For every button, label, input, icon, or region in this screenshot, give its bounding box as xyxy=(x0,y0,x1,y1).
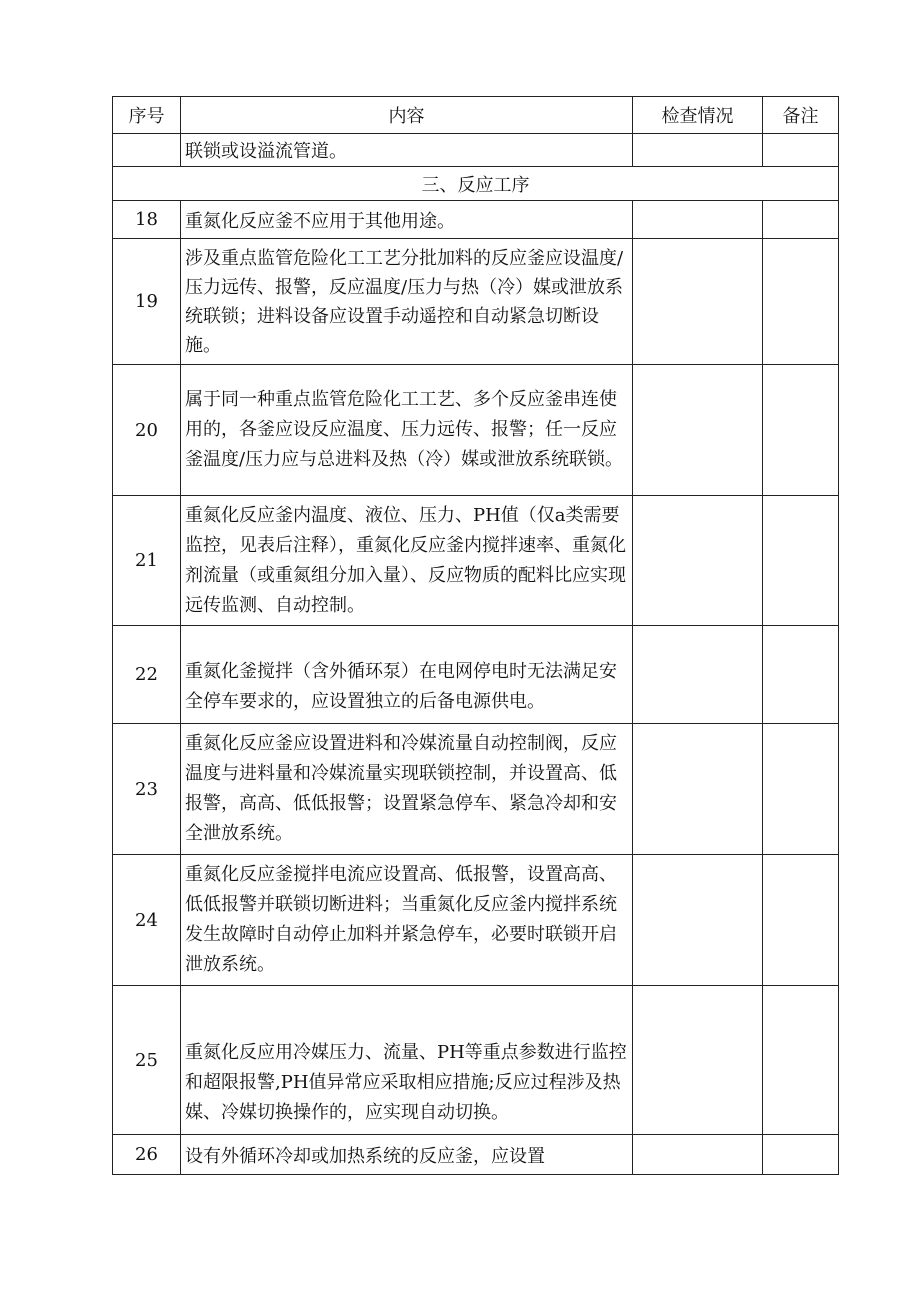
check-cell[interactable] xyxy=(633,365,763,496)
remark-cell[interactable] xyxy=(763,201,839,239)
header-remark: 备注 xyxy=(763,97,839,134)
remark-cell[interactable] xyxy=(763,1135,839,1175)
row-number: 23 xyxy=(113,724,181,855)
table-row xyxy=(113,134,839,167)
check-cell[interactable] xyxy=(633,496,763,626)
row-content: 重氮化反应釜内温度、液位、压力、PH值（仅a类需要监控，见表后注释），重氮化反应釜内搅拌速率、重氮化剂流量（或重氮组分加入量）、反应物质的配料比应实现远传监测、自动控制。 xyxy=(181,496,633,626)
table-row xyxy=(113,239,839,365)
row-number: 22 xyxy=(113,626,181,724)
row-content: 重氮化釜搅拌（含外循环泵）在电网停电时无法满足安全停车要求的，应设置独立的后备电源供电。 xyxy=(181,626,633,724)
table-row xyxy=(113,365,839,496)
row-number: 20 xyxy=(113,365,181,496)
row-number: 25 xyxy=(113,986,181,1135)
table-row xyxy=(113,201,839,239)
check-cell[interactable] xyxy=(633,626,763,724)
row-content-cell: 联锁或设溢流管道。 xyxy=(181,134,633,167)
row-content: 属于同一种重点监管危险化工工艺、多个反应釜串连使用的，各釜应设反应温度、压力远传、报警；任一反应釜温度/压力应与总进料及热（冷）媒或泄放系统联锁。 xyxy=(181,365,633,496)
check-cell[interactable] xyxy=(633,201,763,239)
remark-cell[interactable] xyxy=(763,986,839,1135)
remark-cell[interactable] xyxy=(763,626,839,724)
row-number: 21 xyxy=(113,496,181,626)
row-content: 重氮化反应釜搅拌电流应设置高、低报警，设置高高、低低报警并联锁切断进料；当重氮化反应釜内搅拌系统发生故障时自动停止加料并紧急停车，必要时联锁开启泄放系统。 xyxy=(181,855,633,986)
section-row xyxy=(113,167,839,201)
table-row xyxy=(113,496,839,626)
table-row xyxy=(113,986,839,1135)
header-check: 检查情况 xyxy=(633,97,763,134)
row-number: 26 xyxy=(113,1135,181,1175)
row-content: 重氮化反应釜不应用于其他用途。 xyxy=(181,201,633,239)
inspection-table xyxy=(112,96,839,1175)
header-seq: 序号 xyxy=(113,97,181,134)
section-title: 三、反应工序 xyxy=(113,167,839,201)
check-cell[interactable] xyxy=(633,724,763,855)
table-row xyxy=(113,724,839,855)
check-cell[interactable] xyxy=(633,855,763,986)
remark-cell[interactable] xyxy=(763,239,839,365)
remark-cell[interactable] xyxy=(763,855,839,986)
remark-cell[interactable] xyxy=(763,496,839,626)
remark-cell[interactable] xyxy=(763,134,839,167)
row-content: 重氮化反应用冷媒压力、流量、PH等重点参数进行监控和超限报警,PH值异常应采取相应措施;反应过程涉及热媒、冷媒切换操作的，应实现自动切换。 xyxy=(181,986,633,1135)
row-content: 涉及重点监管危险化工工艺分批加料的反应釜应设温度/压力远传、报警，反应温度/压力与热（冷）媒或泄放系统联锁；进料设备应设置手动遥控和自动紧急切断设施。 xyxy=(181,239,633,365)
table-row xyxy=(113,855,839,986)
check-cell[interactable] xyxy=(633,134,763,167)
header-content: 内容 xyxy=(181,97,633,134)
row-number: 24 xyxy=(113,855,181,986)
check-cell[interactable] xyxy=(633,239,763,365)
table-header-row xyxy=(113,97,839,134)
remark-cell[interactable] xyxy=(763,365,839,496)
row-content: 设有外循环冷却或加热系统的反应釜，应设置 xyxy=(181,1135,633,1175)
remark-cell[interactable] xyxy=(763,724,839,855)
check-cell[interactable] xyxy=(633,1135,763,1175)
row-content: 重氮化反应釜应设置进料和冷媒流量自动控制阀，反应温度与进料量和冷媒流量实现联锁控制，并设置高、低报警，高高、低低报警；设置紧急停车、紧急冷却和安全泄放系统。 xyxy=(181,724,633,855)
row-number: 18 xyxy=(113,201,181,239)
row-number: 19 xyxy=(113,239,181,365)
table-row xyxy=(113,1135,839,1175)
check-cell[interactable] xyxy=(633,986,763,1135)
row-number-cell xyxy=(113,134,181,167)
table-row xyxy=(113,626,839,724)
